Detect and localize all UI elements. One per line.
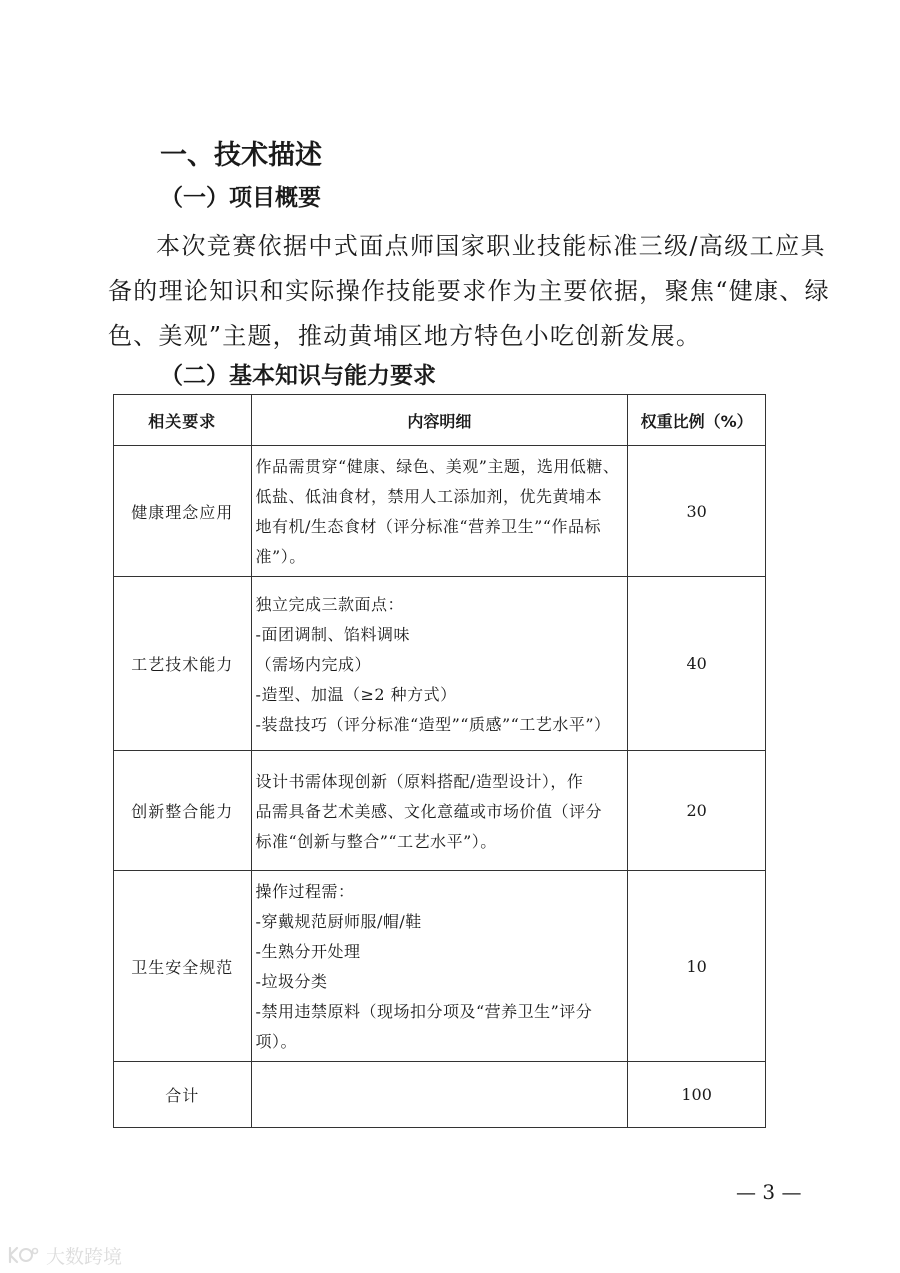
detail-line: 操作过程需： xyxy=(255,882,355,901)
detail-line: 标准“创新与整合”“工艺水平”）。 xyxy=(255,831,497,851)
total-details-cell xyxy=(251,1062,628,1128)
detail-line: （需场内完成） xyxy=(255,654,372,674)
table-total-row xyxy=(114,1062,766,1128)
detail-line: 设计书需体现创新（原料搭配/造型设计），作 xyxy=(255,771,584,791)
requirement-cell: 健康理念应用 xyxy=(114,446,252,577)
header-requirement: 相关要求 xyxy=(114,395,252,446)
detail-line: 独立完成三款面点： xyxy=(255,594,405,614)
detail-line: -穿戴规范厨师服/帽/鞋 xyxy=(255,912,422,931)
detail-line: 品需具备艺术美感、文化意蕴或市场价值（评分 xyxy=(255,801,603,821)
watermark-logo-icon xyxy=(6,1244,40,1271)
table-header-row xyxy=(114,395,766,446)
details-cell xyxy=(251,751,628,871)
overview-line: 色、美观”主题，推动黄埔区地方特色小吃创新发展。 xyxy=(108,322,702,350)
detail-line: 低盐、低油食材，禁用人工添加剂，优先黄埔本 xyxy=(255,487,603,506)
details-cell xyxy=(251,871,628,1062)
detail-line: 地有机/生态食材（评分标准“营养卫生”“作品标 xyxy=(255,517,601,536)
detail-line: 准”）。 xyxy=(255,547,306,566)
details-cell xyxy=(251,446,628,577)
detail-line: -面团调制、馅料调味 xyxy=(255,624,410,644)
details-cell xyxy=(251,577,628,751)
header-details: 内容明细 xyxy=(251,395,628,446)
weight-cell: 40 xyxy=(628,577,766,751)
header-weight: 权重比例（%） xyxy=(628,395,766,446)
watermark-text: 大数跨境 xyxy=(46,1246,123,1268)
overview-paragraph xyxy=(108,224,830,359)
detail-line: -造型、加温（≥2 种方式） xyxy=(255,684,457,704)
total-weight-cell: 100 xyxy=(628,1062,766,1128)
weight-cell: 30 xyxy=(628,446,766,577)
detail-line: -生熟分开处理 xyxy=(255,942,361,961)
subsection-title-overview: （一）项目概要 xyxy=(160,185,321,211)
overview-line: 本次竞赛依据中式面点师国家职业技能标准三级/高级工应具 xyxy=(156,232,826,260)
subsection-title-requirements: （二）基本知识与能力要求 xyxy=(160,363,436,389)
page-number: — 3 — xyxy=(736,1180,802,1204)
weight-cell: 10 xyxy=(628,871,766,1062)
detail-line: 作品需贯穿“健康、绿色、美观”主题，选用低糖、 xyxy=(255,457,620,476)
section-title: 一、技术描述 xyxy=(160,140,322,171)
requirements-table xyxy=(113,394,766,1128)
requirement-cell: 卫生安全规范 xyxy=(114,871,252,1062)
total-label-cell: 合计 xyxy=(114,1062,252,1128)
weight-cell: 20 xyxy=(628,751,766,871)
requirement-cell: 创新整合能力 xyxy=(114,751,252,871)
detail-line: -装盘技巧（评分标准“造型”“质感”“工艺水平”） xyxy=(255,714,611,734)
detail-line: -垃圾分类 xyxy=(255,972,328,991)
table-row xyxy=(114,577,766,751)
table-row xyxy=(114,446,766,577)
overview-line: 备的理论知识和实际操作技能要求作为主要依据，聚焦“健康、绿 xyxy=(108,277,830,305)
table-row xyxy=(114,871,766,1062)
detail-line: -禁用违禁原料（现场扣分项及“营养卫生”评分 xyxy=(255,1002,593,1021)
table-row xyxy=(114,751,766,871)
requirement-cell: 工艺技术能力 xyxy=(114,577,252,751)
watermark xyxy=(6,1242,122,1271)
detail-line: 项）。 xyxy=(255,1032,298,1051)
